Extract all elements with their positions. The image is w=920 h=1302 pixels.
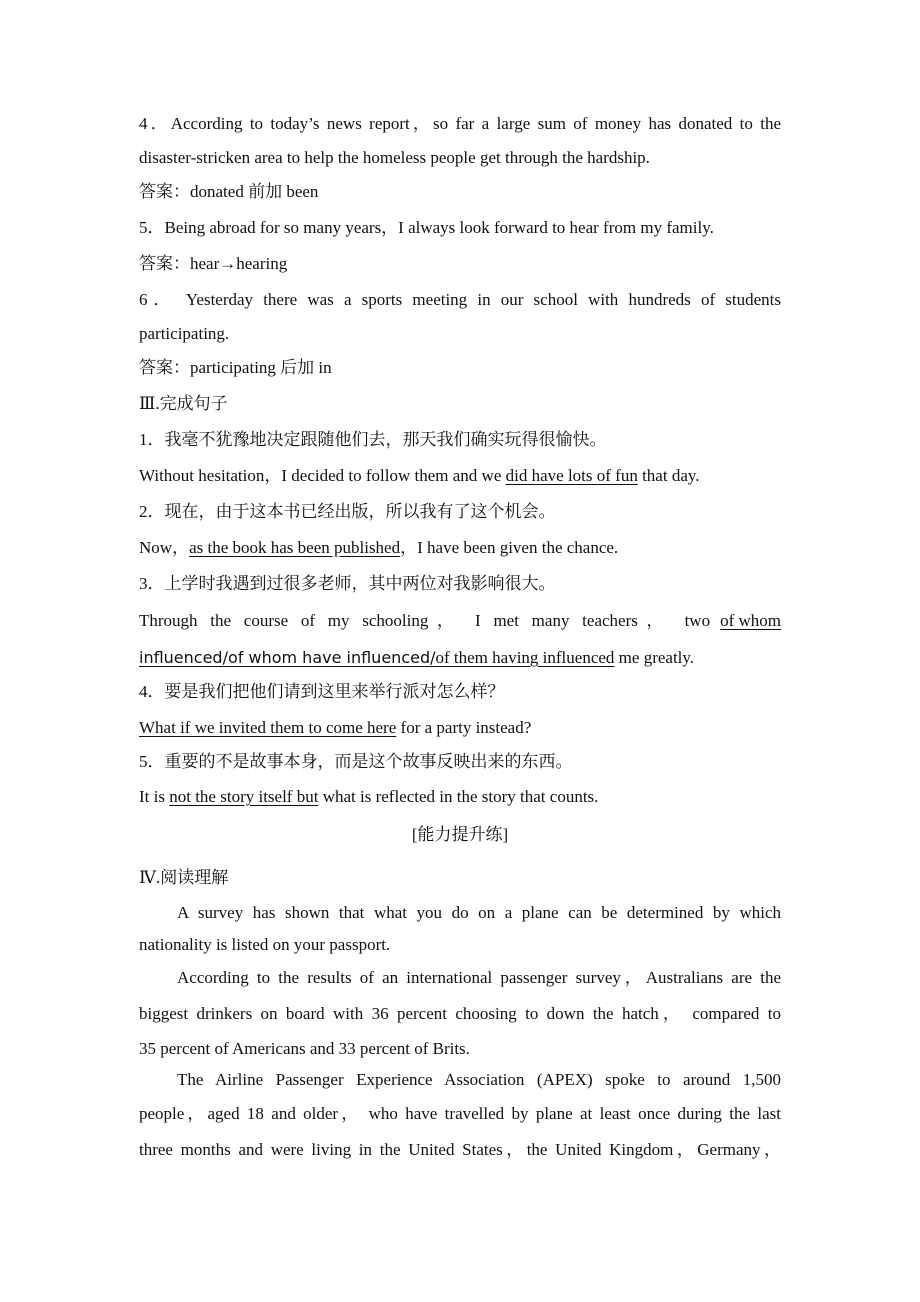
s2-post: ，I have been given the chance. [400, 538, 619, 557]
s1-blank: did have lots of fun [505, 466, 638, 485]
s3-blank-a: influenced/of whom have influenced/ [139, 648, 436, 667]
s1-english [139, 465, 781, 487]
s2-pre: Now， [139, 538, 190, 557]
s4-blank: What if we invited them to come here [139, 718, 397, 737]
s2-english [139, 537, 781, 559]
s1-pre: Without hesitation，I decided to follow them and we [139, 466, 506, 485]
s5-english [139, 786, 781, 808]
s4-chinese: 4．要是我们把他们请到这里来举行派对怎么样？ [139, 682, 505, 701]
s1-post: that day. [637, 466, 700, 485]
p1-line2: nationality is listed on your passport. [139, 935, 391, 954]
s3-post: me greatly. [614, 648, 695, 667]
part3-heading: Ⅲ.完成句子 [139, 394, 228, 413]
p3-line1: The Airline Passenger Experience Association (APEX) spoke to around 1,500 [177, 1070, 781, 1089]
part4-heading: Ⅳ.阅读理解 [139, 868, 229, 887]
section-title: [能力提升练] [411, 825, 509, 844]
s1-chinese: 1．我毫不犹豫地决定跟随他们去，那天我们确实玩得很愉快。 [139, 430, 607, 449]
s5-chinese: 5．重要的不是故事本身，而是这个故事反映出来的东西。 [139, 752, 573, 771]
s3-english-line2 [139, 647, 781, 669]
p2-line3: 35 percent of Americans and 33 percent of Brits. [139, 1039, 470, 1058]
s4-post: for a party instead? [396, 718, 532, 737]
s3-line1-pre: Through the course of my schooling， I met many teachers， two [139, 611, 711, 630]
p3-line2: people，aged 18 and older， who have travelled by plane at least once during the last [139, 1104, 781, 1123]
q4-line2: disaster-stricken area to help the homeless people get through the hardship. [139, 148, 650, 167]
s3-english-line1 [139, 610, 781, 632]
p1-line1: A survey has shown that what you do on a plane can be determined by which [177, 903, 781, 922]
p2-line2: biggest drinkers on board with 36 percent choosing to down the hatch， compared to [139, 1004, 781, 1023]
p3-line3: three months and were living in the United States，the United Kingdom，Germany， [139, 1140, 781, 1159]
s4-english [139, 717, 781, 739]
s3-line1-blank: of whom [720, 611, 781, 630]
s3-chinese: 3．上学时我遇到过很多老师，其中两位对我影响很大。 [139, 574, 556, 593]
s5-blank: not the story itself but [169, 787, 319, 806]
s2-chinese: 2．现在，由于这本书已经出版，所以我有了这个机会。 [139, 502, 556, 521]
q6-line2: participating. [139, 324, 230, 343]
q6-line1: 6． Yesterday there was a sports meeting in our school with hundreds of students [139, 290, 781, 309]
q6-answer: 答案：participating 后加 in [139, 358, 332, 377]
q5-line1: 5．Being abroad for so many years，I always look forward to hear from my family. [139, 218, 714, 237]
q5-answer: 答案：hear→hearing [139, 254, 288, 273]
s2-blank: as the book has been published [189, 538, 401, 557]
s5-pre: It is [139, 787, 170, 806]
q4-answer: 答案：donated 前加 been [139, 182, 319, 201]
p2-line1: According to the results of an international passenger survey，Australians are the [177, 968, 781, 987]
s3-blank-b: of them having influenced [435, 648, 615, 667]
q4-line1: 4．According to today’s news report，so far a large sum of money has donated to the [139, 114, 781, 133]
s5-post: what is reflected in the story that counts. [318, 787, 599, 806]
